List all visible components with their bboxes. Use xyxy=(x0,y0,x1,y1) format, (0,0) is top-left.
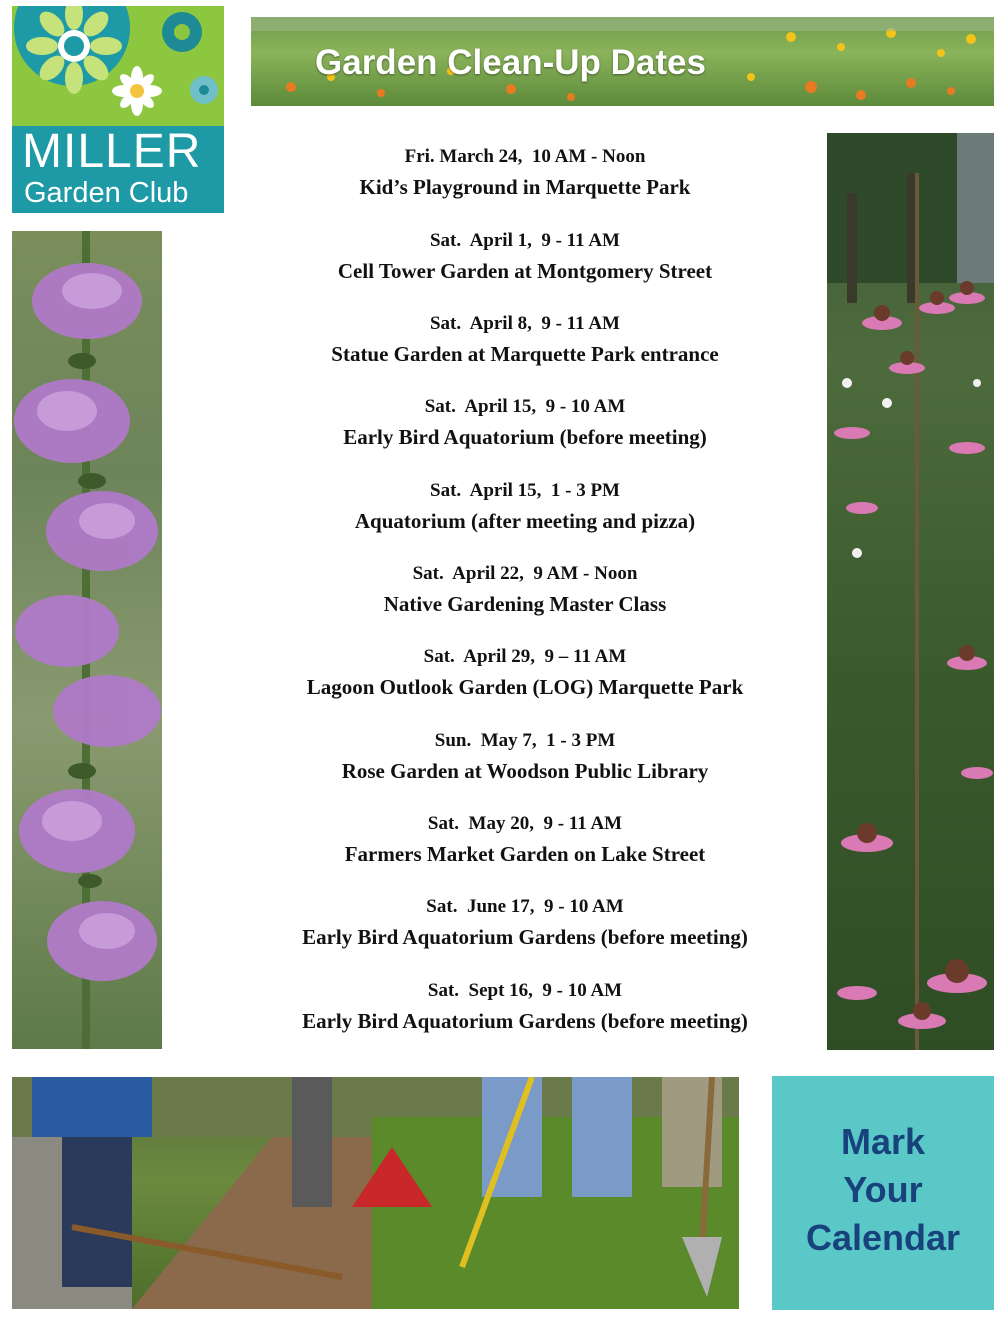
event-location: Cell Tower Garden at Montgomery Street xyxy=(337,259,713,283)
event-date: Sat. Sept 16, 9 - 10 AM xyxy=(427,980,623,1001)
header-banner xyxy=(251,17,994,106)
event-location: Early Bird Aquatorium (before meeting) xyxy=(343,425,707,449)
event-date: Sat. May 20, 9 - 11 AM xyxy=(427,813,623,834)
volunteers-photo xyxy=(12,1077,739,1309)
flower-logo-icon xyxy=(12,6,224,126)
list-item xyxy=(200,476,850,536)
event-location: Rose Garden at Woodson Public Library xyxy=(341,759,709,783)
event-date: Sat. April 22, 9 AM - Noon xyxy=(412,563,638,584)
event-location: Native Gardening Master Class xyxy=(383,592,667,616)
list-item xyxy=(200,392,850,452)
event-date: Sat. April 15, 1 - 3 PM xyxy=(430,480,620,501)
event-date: Sat. April 8, 9 - 11 AM xyxy=(429,313,620,334)
purple-flower-image xyxy=(12,231,162,1049)
event-location: Early Bird Aquatorium Gardens (before meeting) xyxy=(302,925,748,949)
event-date: Sat. April 15, 9 - 10 AM xyxy=(424,396,626,417)
list-item xyxy=(200,892,850,952)
list-item xyxy=(200,642,850,702)
logo-title: MILLER xyxy=(22,125,202,178)
event-location: Lagoon Outlook Garden (LOG) Marquette Park xyxy=(306,675,744,699)
event-location: Statue Garden at Marquette Park entrance xyxy=(331,342,719,366)
list-item xyxy=(200,809,850,869)
event-date: Fri. March 24, 10 AM - Noon xyxy=(404,146,646,167)
event-location: Farmers Market Garden on Lake Street xyxy=(344,842,706,866)
list-item xyxy=(200,309,850,369)
event-date: Sun. May 7, 1 - 3 PM xyxy=(434,730,616,751)
list-item xyxy=(200,142,850,202)
event-date: Sat. April 29, 9 – 11 AM xyxy=(423,646,627,667)
miller-garden-club-logo xyxy=(12,6,224,213)
list-item xyxy=(200,226,850,286)
garden-workers-image xyxy=(12,1077,739,1309)
pink-coneflower-image xyxy=(827,133,994,1050)
event-date: Sat. June 17, 9 - 10 AM xyxy=(426,896,624,917)
callout-line-2: Your xyxy=(843,1169,923,1210)
event-location: Early Bird Aquatorium Gardens (before meeting) xyxy=(302,1009,748,1033)
event-location: Kid’s Playground in Marquette Park xyxy=(359,175,691,199)
callout-line-3: Calendar xyxy=(805,1217,961,1258)
page-title: Garden Clean-Up Dates xyxy=(315,43,706,82)
list-item xyxy=(200,976,850,1036)
coneflower-photo xyxy=(827,133,994,1050)
mark-your-calendar-callout xyxy=(772,1076,994,1310)
event-date: Sat. April 1, 9 - 11 AM xyxy=(429,230,620,251)
list-item xyxy=(200,726,850,786)
list-item xyxy=(200,559,850,619)
liatris-flower-photo xyxy=(12,231,162,1049)
event-location: Aquatorium (after meeting and pizza) xyxy=(354,509,696,533)
logo-subtitle: Garden Club xyxy=(24,177,189,209)
callout-line-1: Mark xyxy=(840,1121,926,1162)
